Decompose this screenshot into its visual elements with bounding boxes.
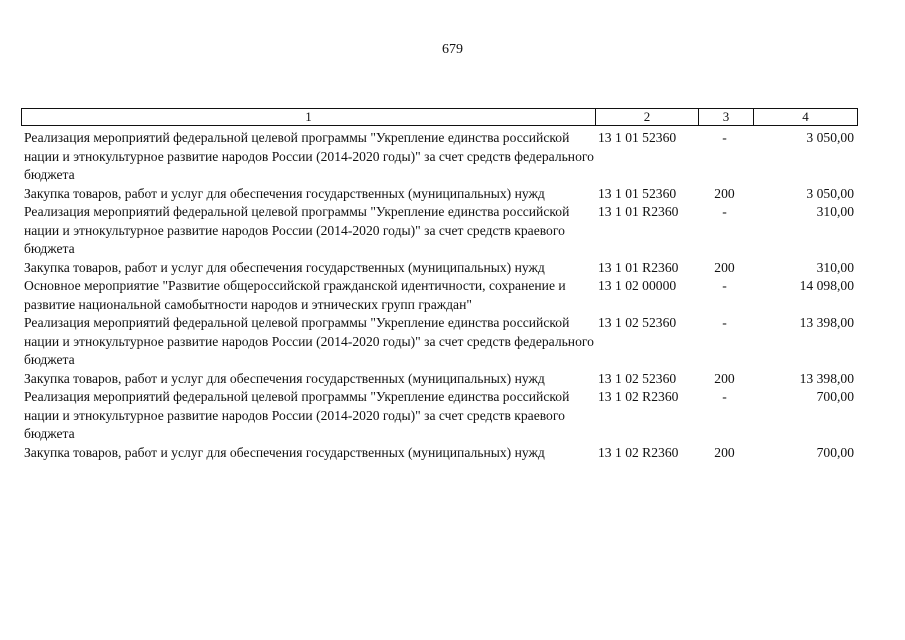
row-amount: 310,00 — [816, 204, 854, 219]
table-row — [21, 185, 857, 204]
row-description: Закупка товаров, работ и услуг для обеспечения государственных (муниципальных) нужд — [24, 444, 545, 460]
table-row — [21, 444, 857, 463]
page-number: 679 — [442, 42, 463, 57]
column-header-row — [22, 109, 858, 126]
row-code: 13 1 02 R2360 — [598, 389, 679, 404]
budget-rows — [21, 129, 857, 462]
row-type: 200 — [714, 370, 735, 386]
row-description: Закупка товаров, работ и услуг для обеспечения государственных (муниципальных) нужд — [24, 259, 545, 275]
table-row — [21, 314, 857, 370]
row-type: - — [722, 278, 727, 293]
row-type: - — [722, 389, 727, 404]
row-type: 200 — [714, 259, 735, 275]
row-description: Реализация мероприятий федеральной целевой программы "Укрепление единства российской нации и этнокультурное развитие народов России (2014-2020 годы)" за счет средств федерального бюджета — [24, 130, 594, 182]
row-type: 200 — [714, 444, 735, 460]
row-amount: 700,00 — [816, 444, 854, 460]
row-amount: 3 050,00 — [806, 185, 854, 201]
column-header-4: 4 — [754, 109, 858, 126]
row-description: Основное мероприятие "Развитие общероссийской гражданской идентичности, сохранение и развитие национальной самобытности народов и этнических групп граждан" — [24, 278, 566, 312]
row-amount: 13 398,00 — [799, 370, 854, 386]
column-header-3: 3 — [699, 109, 754, 126]
row-amount: 13 398,00 — [799, 315, 854, 330]
row-amount: 14 098,00 — [799, 278, 854, 293]
row-code: 13 1 01 52360 — [598, 130, 677, 145]
row-description: Реализация мероприятий федеральной целевой программы "Укрепление единства российской нации и этнокультурное развитие народов России (2014-2020 годы)" за счет средств федерального бюджета — [24, 315, 594, 367]
row-type: 200 — [714, 185, 735, 201]
row-type: - — [722, 204, 727, 219]
row-code: 13 1 01 R2360 — [598, 204, 679, 219]
table-row — [21, 388, 857, 444]
row-description: Закупка товаров, работ и услуг для обеспечения государственных (муниципальных) нужд — [24, 370, 545, 386]
row-amount: 310,00 — [816, 259, 854, 275]
column-header-table — [21, 108, 858, 126]
row-description: Закупка товаров, работ и услуг для обеспечения государственных (муниципальных) нужд — [24, 185, 545, 201]
row-amount: 3 050,00 — [806, 130, 854, 145]
row-type: - — [722, 315, 727, 330]
row-code: 13 1 02 52360 — [598, 370, 677, 386]
table-row — [21, 370, 857, 389]
table-row — [21, 259, 857, 278]
row-code: 13 1 01 52360 — [598, 185, 677, 201]
row-code: 13 1 01 R2360 — [598, 259, 679, 275]
row-description: Реализация мероприятий федеральной целевой программы "Укрепление единства российской нации и этнокультурное развитие народов России (2014-2020 годы)" за счет средств краевого бюджета — [24, 204, 570, 256]
row-amount: 700,00 — [816, 389, 854, 404]
table-row — [21, 129, 857, 185]
table-row — [21, 203, 857, 259]
column-header-2: 2 — [596, 109, 699, 126]
row-code: 13 1 02 00000 — [598, 278, 677, 293]
row-description: Реализация мероприятий федеральной целевой программы "Укрепление единства российской нации и этнокультурное развитие народов России (2014-2020 годы)" за счет средств краевого бюджета — [24, 389, 570, 441]
row-code: 13 1 02 52360 — [598, 315, 677, 330]
table-row — [21, 277, 857, 314]
row-type: - — [722, 130, 727, 145]
column-header-1: 1 — [22, 109, 596, 126]
row-code: 13 1 02 R2360 — [598, 444, 679, 460]
